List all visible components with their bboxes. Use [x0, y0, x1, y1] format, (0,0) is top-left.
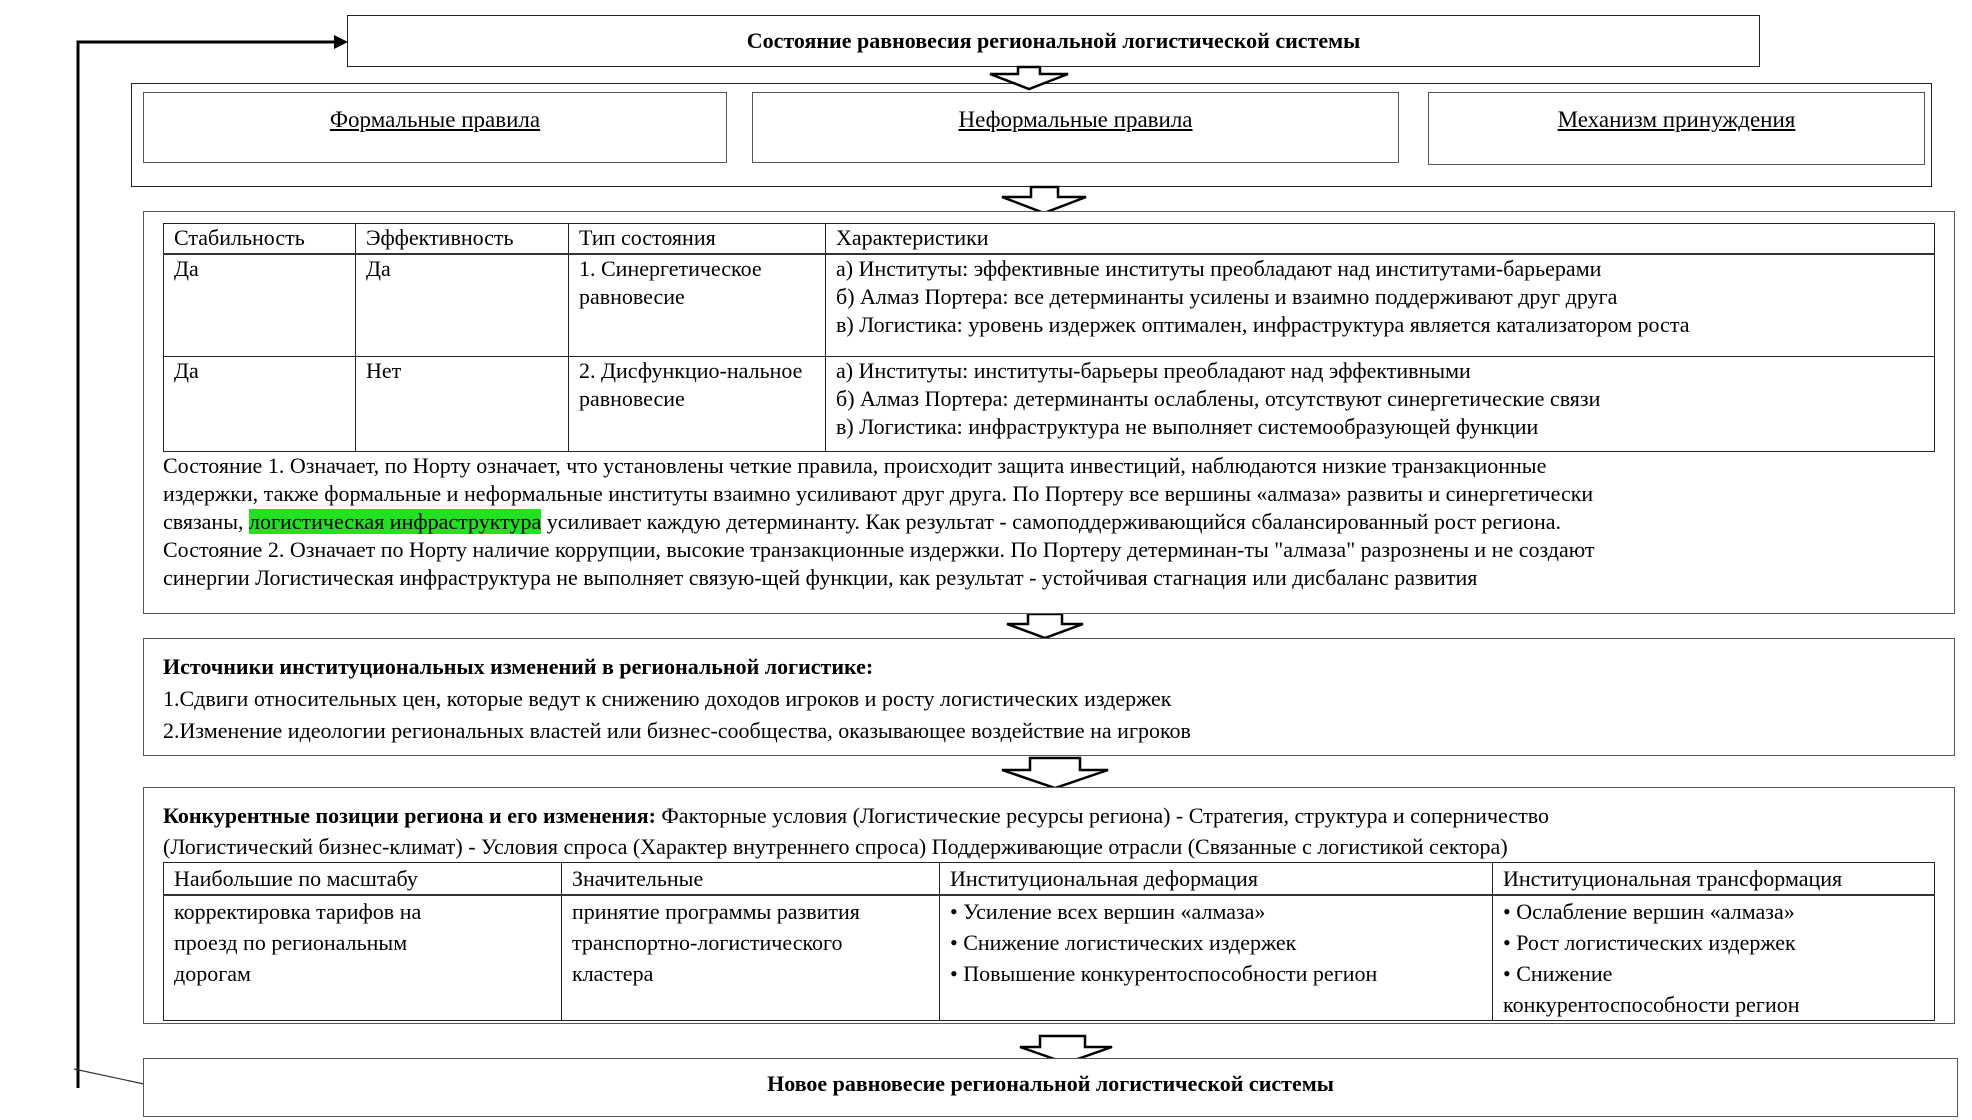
- competitive-title: Конкурентные позиции региона и его изменения:: [163, 803, 656, 828]
- characteristic-item: а) Институты: институты-барьеры преобладают над эффективными: [836, 358, 1471, 383]
- arrow-down-hollow-icon: [1007, 614, 1083, 638]
- rule-label-enforcement: Механизм принуждения: [1557, 107, 1796, 132]
- cell-transformation: [1493, 895, 1935, 1021]
- competitive-line: [163, 800, 1943, 831]
- institutional-changes-table: [163, 862, 1935, 1021]
- bullet-item: • Снижение логистических издержек: [950, 930, 1297, 955]
- arrow-down-hollow-icon: [1002, 758, 1108, 788]
- bullet-item: • Ослабление вершин «алмаза»: [1503, 899, 1795, 924]
- header-deformation: Институциональная деформация: [940, 863, 1493, 896]
- characteristic-item: б) Алмаз Портера: все детерминанты усилены и взаимно поддерживают друг друга: [836, 283, 1618, 309]
- cell-stability: Да: [164, 254, 356, 357]
- table-header-row: [164, 863, 1935, 896]
- change-sources-content: [163, 651, 1943, 747]
- table-row: [164, 895, 1935, 1021]
- header-largest-scale: Наибольшие по масштабу: [164, 863, 562, 896]
- characteristic-item: в) Логистика: уровень издержек оптимален, инфраструктура является катализатором роста: [836, 311, 1690, 337]
- description-line: Состояние 1. Означает, по Норту означает, что установлены четкие правила, происходит защита инвестиций, наблюдаются низкие транзакционные: [163, 453, 1547, 478]
- highlighted-text: логистическая инфраструктура: [249, 509, 542, 534]
- cell-line: проезд по региональным: [174, 930, 408, 955]
- header-state-type: Тип состояния: [569, 224, 826, 254]
- change-source-item: 1.Сдвиги относительных цен, которые ведут к снижению доходов игроков и росту логистических издержек: [163, 686, 1172, 711]
- change-sources-title: Источники институциональных изменений в региональной логистике:: [163, 654, 874, 679]
- cell-line: кластера: [572, 961, 654, 986]
- new-equilibrium-box: [143, 1058, 1958, 1117]
- cell-state-type: 1. Синергетическое равновесие: [569, 254, 826, 357]
- description-line: [163, 508, 1943, 536]
- rule-label-informal: Неформальные правила: [958, 107, 1193, 132]
- description-line: издержки, также формальные и неформальные институты взаимно усиливают друг друга. По Портеру все вершины «алмаза» развиты и синергетически: [163, 481, 1594, 506]
- cell-efficiency: Нет: [356, 357, 569, 452]
- table-row: [164, 254, 1935, 357]
- header-characteristics: Характеристики: [826, 224, 1935, 254]
- header-transformation: Институциональная трансформация: [1493, 863, 1935, 896]
- description-line: синергии Логистическая инфраструктура не выполняет связую-щей функции, как результат - устойчивая стагнация или дисбаланс развития: [163, 565, 1478, 590]
- header-significant: Значительные: [562, 863, 940, 896]
- cell-efficiency: Да: [356, 254, 569, 357]
- cell-line: транспортно-логистического: [572, 930, 843, 955]
- bullet-item: • Рост логистических издержек: [1503, 930, 1796, 955]
- cell-characteristics: [826, 254, 1935, 357]
- bullet-item: • Повышение конкурентоспособности регион: [950, 961, 1378, 986]
- arrow-down-hollow-icon: [1002, 187, 1086, 213]
- bullet-item: конкурентоспособности регион: [1503, 992, 1800, 1017]
- competitive-positions-text: [163, 800, 1943, 862]
- table-row: [164, 357, 1935, 452]
- header-efficiency: Эффективность: [356, 224, 569, 254]
- equilibrium-types-table: [163, 223, 1935, 452]
- description-text: связаны,: [163, 509, 249, 534]
- cell-line: принятие программы развития: [572, 899, 860, 924]
- competitive-factors: Факторные условия (Логистические ресурсы региона) - Стратегия, структура и соперничество: [655, 803, 1549, 828]
- new-equilibrium-title: Новое равновесие региональной логистической системы: [767, 1071, 1334, 1096]
- characteristic-item: б) Алмаз Портера: детерминанты ослаблены, отсутствуют синергетические связи: [836, 386, 1601, 411]
- change-source-item: 2.Изменение идеологии региональных властей или бизнес-сообщества, оказывающее воздействие на игроков: [163, 718, 1191, 743]
- cell-line: корректировка тарифов на: [174, 899, 422, 924]
- rule-label-formal: Формальные правила: [329, 107, 541, 132]
- table-header-row: [164, 224, 1935, 254]
- cell-stability: Да: [164, 357, 356, 452]
- bullet-item: • Усиление всех вершин «алмаза»: [950, 899, 1266, 924]
- cell-largest-scale: [164, 895, 562, 1021]
- header-stability: Стабильность: [164, 224, 356, 254]
- states-description: [163, 452, 1943, 592]
- characteristic-item: в) Логистика: инфраструктура не выполняет системообразующей функции: [836, 414, 1539, 439]
- cell-deformation: [940, 895, 1493, 1021]
- description-line: Состояние 2. Означает по Норту наличие коррупции, высокие транзакционные издержки. По Портеру детерминан-ты "алмаза" разрознены и не создают: [163, 537, 1595, 562]
- equilibrium-state-title: Состояние равновесия региональной логистической системы: [746, 28, 1361, 53]
- bullet-item: • Снижение: [1503, 961, 1613, 986]
- cell-significant: [562, 895, 940, 1021]
- cell-line: дорогам: [174, 961, 251, 986]
- description-text: усиливает каждую детерминанту. Как результат - самоподдерживающийся сбалансированный рост региона.: [541, 509, 1562, 534]
- cell-characteristics: [826, 357, 1935, 452]
- cell-state-type: 2. Дисфункцио-нальное равновесие: [569, 357, 826, 452]
- characteristic-item: а) Институты: эффективные институты преобладают над институтами-барьерами: [836, 255, 1602, 281]
- competitive-line: (Логистический бизнес-климат) - Условия спроса (Характер внутреннего спроса) Поддерживающие отрасли (Связанные с логистикой сектора): [163, 834, 1508, 859]
- arrow-down-hollow-icon: [990, 67, 1068, 89]
